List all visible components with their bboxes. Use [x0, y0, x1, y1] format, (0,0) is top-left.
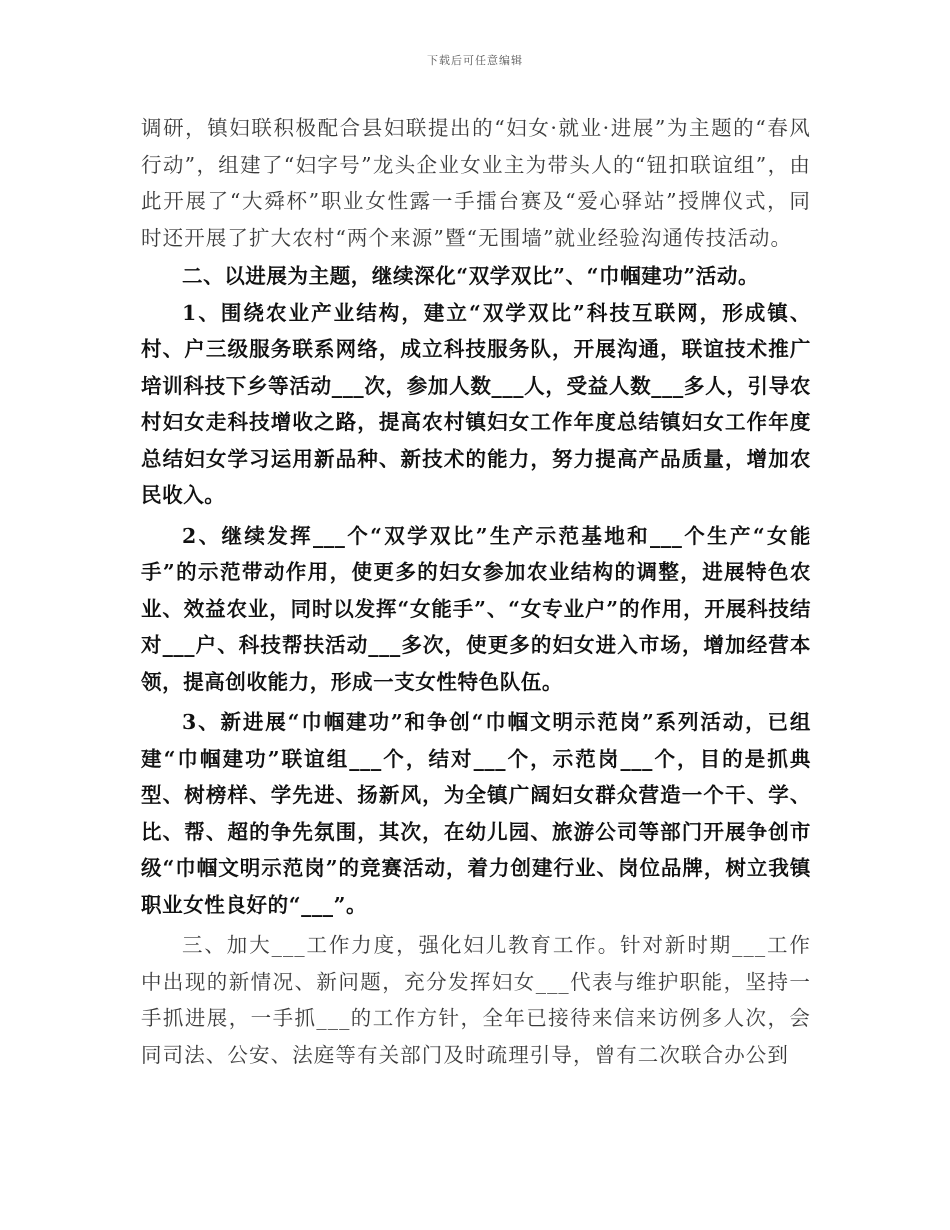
section-three-paragraph: 三、加大___工作力度，强化妇儿教育工作。针对新时期___工作中出现的新情况、新问题，充分发挥妇女___代表与维护职能，坚持一手抓进展，一手抓___的工作方针，全年已接待来信来访例多人次，会同司法、公安、法庭等有关部门及时疏理引导，曾有二次联合办公到 — [141, 933, 811, 1067]
paragraph-intro-continuation: 调研，镇妇联积极配合县妇联提出的“妇女·就业·进展”为主题的“春风行动”，组建了“妇字号”龙头企业女业主为带头人的“钮扣联谊组”，由此开展了“大舜杯”职业女性露一手擂台赛及“爱心驿站”授牌仪式，同时还开展了扩大农村“两个来源”暨“无围墙”就业经验沟通传技活动。 — [141, 116, 811, 250]
paragraph-item-1: 1、围绕农业产业结构，建立“双学双比”科技互联网，形成镇、村、户三级服务联系网络，成立科技服务队，开展沟通，联谊技术推广培训科技下乡等活动___次，参加人数___人，受益人数___多人，引导农村妇女走科技增收之路，提高农村镇妇女工作年度总结镇妇女工作年度总结妇女学习运用新品种、新技术的能力，努力提高产品质量，增加农民收入。 — [141, 300, 811, 507]
paragraph-item-2: 2、继续发挥___个“双学双比”生产示范基地和___个生产“女能手”的示范带动作用，使更多的妇女参加农业结构的调整，进展特色农业、效益农业，同时以发挥“女能手”、“女专业户”的作用，开展科技结对___户、科技帮扶活动___多次，使更多的妇女进入市场，增加经营本领，提高创收能力，形成一支女性特色队伍。 — [141, 523, 811, 694]
document-body — [141, 110, 811, 1073]
page-header: 下载后可任意编辑 — [427, 54, 523, 67]
section-heading-two: 二、以进展为主题，继续深化“双学双比”、“巾帼建功”活动。 — [182, 264, 760, 288]
paragraph-item-3: 3、新进展“巾帼建功”和争创“巾帼文明示范岗”系列活动，已组建“巾帼建功”联谊组___个，结对___个，示范岗___个，目的是抓典型、树榜样、学先进、扬新风，为全镇广阔妇女群众营造一个干、学、比、帮、超的争先氛围，其次，在幼儿园、旅游公司等部门开展争创市级“巾帼文明示范岗”的竞赛活动，着力创建行业、岗位品牌，树立我镇职业女性良好的“___”。 — [141, 710, 811, 917]
